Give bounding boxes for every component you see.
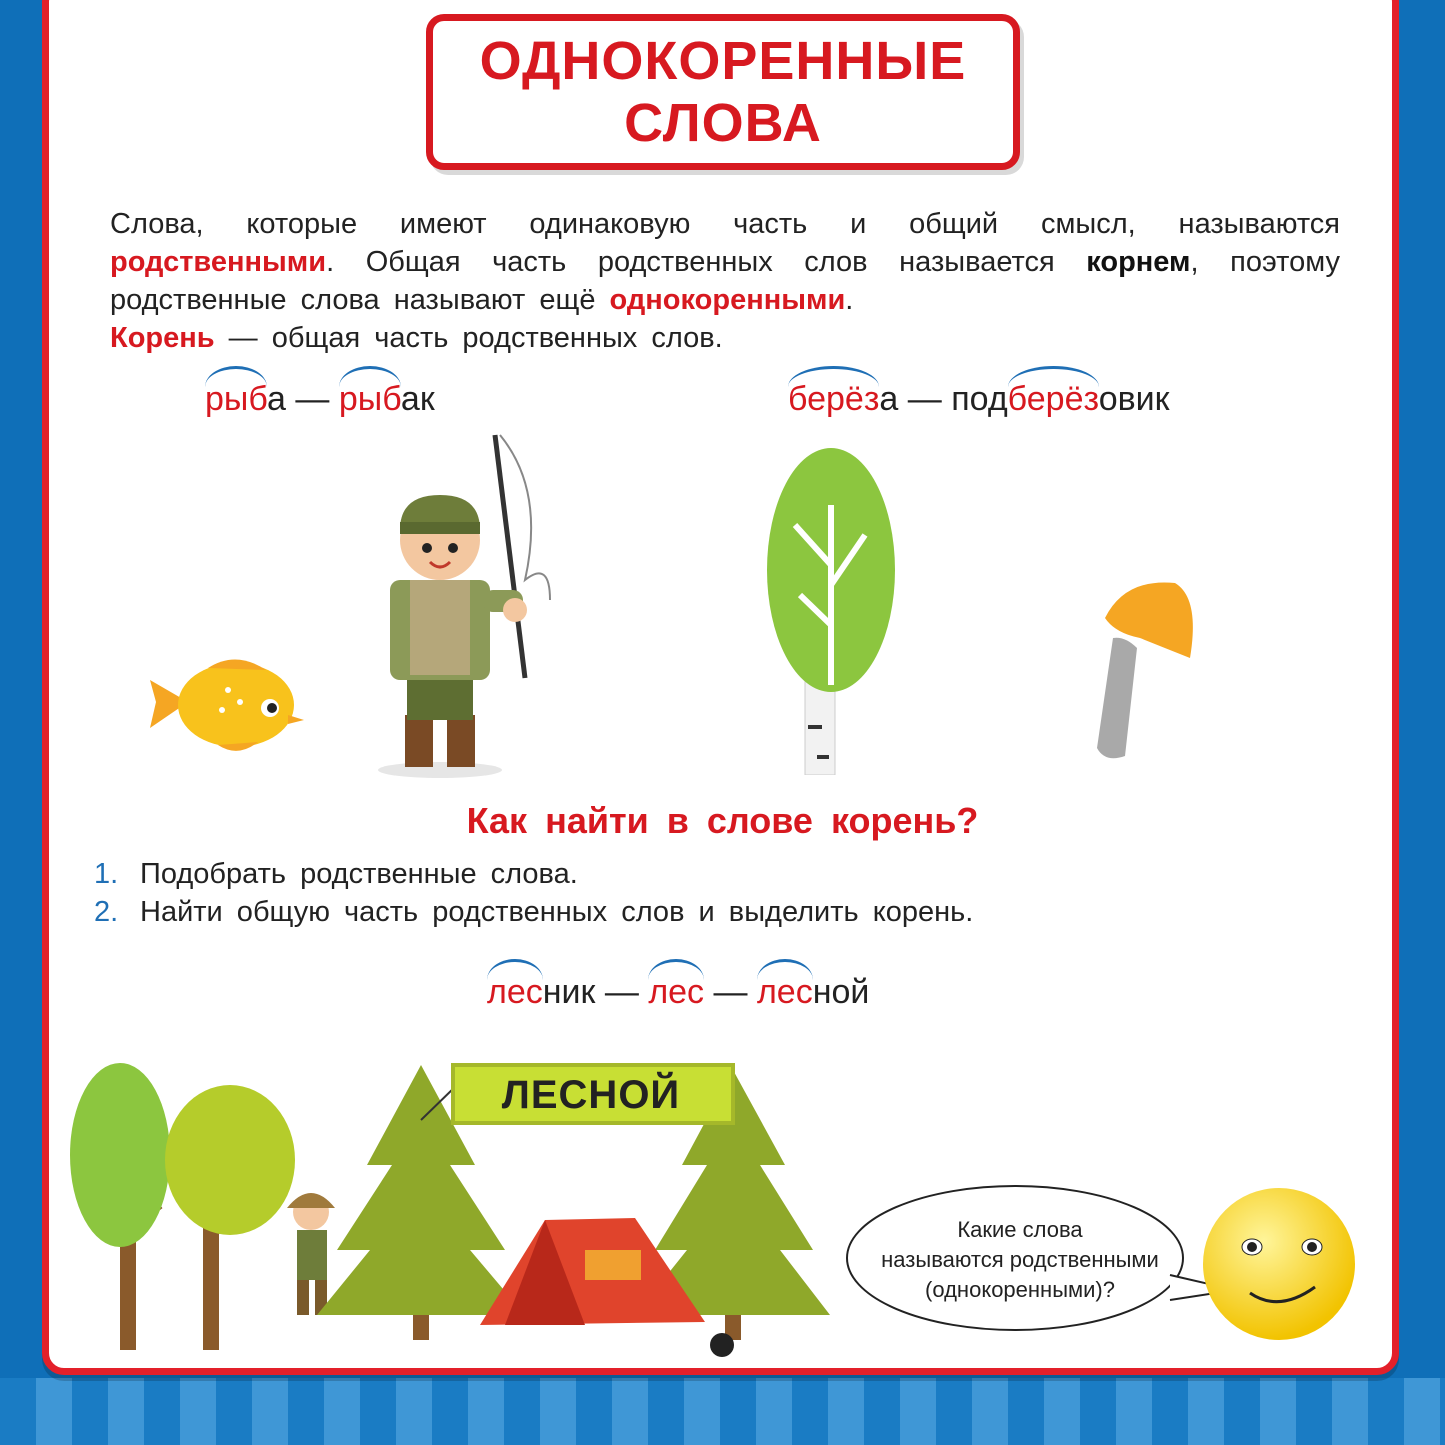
question-heading: Как найти в слове корень? [466, 800, 979, 841]
bubble-question: Какие слова называются родственными (однокоренными)? [881, 1217, 1159, 1302]
birch-tree-icon [765, 445, 900, 775]
example-forest: лесник — лес — лесной [487, 973, 869, 1012]
root-definition: Корень — общая часть родственных слов. [110, 322, 723, 354]
root-les-1: лес [487, 973, 543, 1011]
striped-footer [0, 1378, 1445, 1445]
fish-icon [148, 650, 308, 755]
root-les-2: лес [648, 973, 704, 1011]
term-odnokorennye: однокоренными [609, 284, 846, 316]
forest-scene [65, 1060, 845, 1360]
steps-list [94, 855, 973, 931]
example-fish: рыба — рыбак [205, 380, 435, 419]
root-berez-2: берёз [1008, 380, 1099, 418]
page-title: ОДНОКОРЕННЫЕ СЛОВА [479, 31, 967, 153]
example-birch: берёза — под берёзовик [788, 380, 1170, 419]
term-rodstvennye: родственными [110, 246, 327, 278]
fisherman-icon [375, 430, 565, 780]
root-berez-1: берёз [788, 380, 879, 418]
title-box [426, 14, 1020, 170]
root-ryb-1: рыб [205, 380, 267, 418]
mushroom-icon [1085, 578, 1200, 763]
definition-paragraph: Слова, которые имеют одинаковую часть и общий смысл, называются родственными. Общая часть родственных слов называется корнем, поэтому родственные слова называют ещё однокоренными. Корень — общая часть родственных слов. [110, 205, 1340, 357]
root-ryb-2: рыб [339, 380, 401, 418]
smiley-icon [1200, 1185, 1358, 1343]
root-les-3: лес [757, 973, 813, 1011]
step-item: 2. Найти общую часть родственных слов и выделить корень. [94, 896, 974, 928]
term-koren: корнем [1086, 246, 1191, 278]
step-item: 1. Подобрать родственные слова. [94, 858, 578, 890]
forest-sign: ЛЕСНОЙ [501, 1073, 681, 1117]
